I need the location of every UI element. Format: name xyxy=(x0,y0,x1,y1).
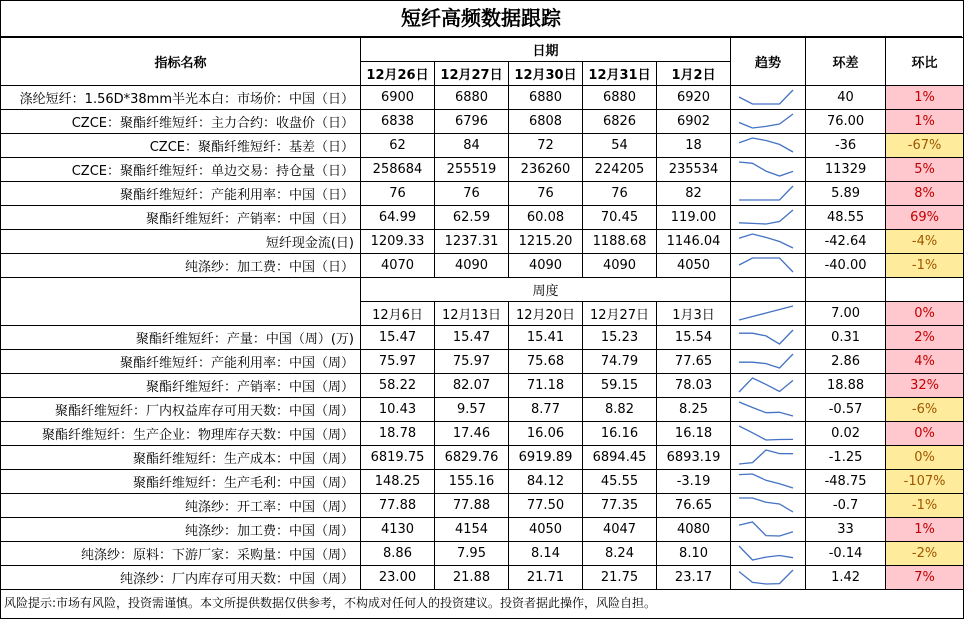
weekly-date-header: 12月13日 xyxy=(435,302,509,326)
value-cell: 16.18 xyxy=(657,422,731,446)
diff-cell: 0.31 xyxy=(806,326,886,350)
indicator-name: 短纤现金流(日) xyxy=(1,230,361,254)
trend-sparkline xyxy=(731,206,806,230)
sparkline-path xyxy=(739,426,793,440)
value-cell: 75.97 xyxy=(361,350,435,374)
value-cell: 58.22 xyxy=(361,374,435,398)
value-cell: 60.08 xyxy=(509,206,583,230)
value-cell: 1215.20 xyxy=(509,230,583,254)
sparkline-path xyxy=(739,570,793,584)
diff-cell: 11329 xyxy=(806,158,886,182)
diff-cell: 5.89 xyxy=(806,182,886,206)
trend-sparkline xyxy=(731,230,806,254)
weekly-date-header: 12月27日 xyxy=(583,302,657,326)
sparkline-path xyxy=(739,138,793,152)
weekly-section-row xyxy=(1,278,964,302)
value-cell: 236260 xyxy=(509,158,583,182)
ratio-cell: -2% xyxy=(886,542,964,566)
blank-cell xyxy=(886,278,964,302)
indicator-name: 聚酯纤维短纤：产量：中国（周）(万) xyxy=(1,326,361,350)
table-row xyxy=(1,134,964,158)
value-cell: 119.00 xyxy=(657,206,731,230)
table-row xyxy=(1,422,964,446)
value-cell: 6900 xyxy=(361,86,435,110)
value-cell: 9.57 xyxy=(435,398,509,422)
value-cell: 1209.33 xyxy=(361,230,435,254)
value-cell: 8.24 xyxy=(583,542,657,566)
value-cell: 76 xyxy=(361,182,435,206)
value-cell: 15.54 xyxy=(657,326,731,350)
value-cell: 1146.04 xyxy=(657,230,731,254)
value-cell: 7.95 xyxy=(435,542,509,566)
ratio-header: 环比 xyxy=(886,38,964,86)
sparkline-path xyxy=(739,258,793,272)
value-cell: 77.50 xyxy=(509,494,583,518)
table-row xyxy=(1,254,964,278)
data-table xyxy=(0,37,964,590)
table-row xyxy=(1,326,964,350)
sparkline-path xyxy=(739,234,793,248)
value-cell: 21.75 xyxy=(583,566,657,590)
trend-sparkline xyxy=(731,134,806,158)
table-row xyxy=(1,86,964,110)
sparkline-path xyxy=(739,450,793,464)
indicator-header: 指标名称 xyxy=(1,38,361,86)
sparkline-path xyxy=(739,210,793,224)
indicator-name: CZCE：聚酯纤维短纤：基差（日） xyxy=(1,134,361,158)
table-row xyxy=(1,446,964,470)
ratio-cell: -1% xyxy=(886,254,964,278)
indicator-name: CZCE：聚酯纤维短纤：单边交易：持仓量（日） xyxy=(1,158,361,182)
sparkline-path xyxy=(739,186,793,200)
value-cell: 76 xyxy=(583,182,657,206)
value-cell: 8.14 xyxy=(509,542,583,566)
trend-sparkline xyxy=(731,422,806,446)
trend-sparkline xyxy=(731,86,806,110)
value-cell: 77.65 xyxy=(657,350,731,374)
ratio-cell: 5% xyxy=(886,158,964,182)
value-cell: 15.47 xyxy=(435,326,509,350)
weekly-section-label: 周度 xyxy=(361,278,731,302)
value-cell: 70.45 xyxy=(583,206,657,230)
sparkline-path xyxy=(739,306,793,320)
ratio-cell: -1% xyxy=(886,494,964,518)
value-cell: 15.41 xyxy=(509,326,583,350)
sparkline-path xyxy=(739,378,793,392)
value-cell: 6880 xyxy=(435,86,509,110)
table-row xyxy=(1,494,964,518)
diff-cell: -0.7 xyxy=(806,494,886,518)
value-cell: 84 xyxy=(435,134,509,158)
indicator-name: 聚酯纤维短纤：生产成本：中国（周） xyxy=(1,446,361,470)
value-cell: 71.18 xyxy=(509,374,583,398)
value-cell: 76 xyxy=(509,182,583,206)
diff-cell: 2.86 xyxy=(806,350,886,374)
value-cell: 6919.89 xyxy=(509,446,583,470)
value-cell: 23.17 xyxy=(657,566,731,590)
diff-cell: 0.02 xyxy=(806,422,886,446)
diff-cell: 76.00 xyxy=(806,110,886,134)
diff-cell: 33 xyxy=(806,518,886,542)
table-row xyxy=(1,182,964,206)
table-row xyxy=(1,398,964,422)
blank-cell xyxy=(731,278,806,302)
value-cell: 235534 xyxy=(657,158,731,182)
indicator-name: 纯涤纱：加工费：中国（周） xyxy=(1,518,361,542)
table-row xyxy=(1,206,964,230)
value-cell: 224205 xyxy=(583,158,657,182)
diff-cell: 40 xyxy=(806,86,886,110)
value-cell: 59.15 xyxy=(583,374,657,398)
value-cell: 23.00 xyxy=(361,566,435,590)
diff-cell: -0.14 xyxy=(806,542,886,566)
value-cell: 72 xyxy=(509,134,583,158)
sparkline-path xyxy=(739,522,793,536)
trend-sparkline xyxy=(731,302,806,326)
diff-cell: 18.88 xyxy=(806,374,886,398)
table-row xyxy=(1,158,964,182)
value-cell: 8.77 xyxy=(509,398,583,422)
sparkline-path xyxy=(739,114,793,128)
value-cell: 6826 xyxy=(583,110,657,134)
value-cell: 82 xyxy=(657,182,731,206)
value-cell: 21.71 xyxy=(509,566,583,590)
ratio-cell: -107% xyxy=(886,470,964,494)
page-title: 短纤高频数据跟踪 xyxy=(0,0,962,37)
indicator-name: CZCE：聚酯纤维短纤：主力合约：收盘价（日） xyxy=(1,110,361,134)
table-row xyxy=(1,374,964,398)
trend-sparkline xyxy=(731,110,806,134)
weekly-section-blank xyxy=(1,278,361,326)
trend-sparkline xyxy=(731,518,806,542)
value-cell: 4070 xyxy=(361,254,435,278)
value-cell: 8.25 xyxy=(657,398,731,422)
value-cell: 6880 xyxy=(509,86,583,110)
trend-sparkline xyxy=(731,470,806,494)
value-cell: 75.97 xyxy=(435,350,509,374)
sparkline-path xyxy=(739,498,793,512)
value-cell: 54 xyxy=(583,134,657,158)
value-cell: 4090 xyxy=(509,254,583,278)
indicator-name: 聚酯纤维短纤：产销率：中国（日） xyxy=(1,206,361,230)
indicator-name: 涤纶短纤：1.56D*38mm半光本白：市场价：中国（日） xyxy=(1,86,361,110)
risk-disclaimer: 风险提示:市场有风险，投资需谨慎。本文所提供数据仅供参考，不构成对任何人的投资建议。投资者据此操作，风险自担。 xyxy=(4,596,657,610)
value-cell: 6894.45 xyxy=(583,446,657,470)
value-cell: 18.78 xyxy=(361,422,435,446)
value-cell: 4154 xyxy=(435,518,509,542)
diff-cell: -0.57 xyxy=(806,398,886,422)
trend-sparkline xyxy=(731,158,806,182)
value-cell: -3.19 xyxy=(657,470,731,494)
ratio-cell: -4% xyxy=(886,230,964,254)
value-cell: 45.55 xyxy=(583,470,657,494)
ratio-cell: 0% xyxy=(886,302,964,326)
ratio-cell: 4% xyxy=(886,350,964,374)
value-cell: 78.03 xyxy=(657,374,731,398)
weekly-date-header: 12月6日 xyxy=(361,302,435,326)
value-cell: 84.12 xyxy=(509,470,583,494)
indicator-name: 聚酯纤维短纤：产能利用率：中国（日） xyxy=(1,182,361,206)
value-cell: 6829.76 xyxy=(435,446,509,470)
indicator-name: 纯涤纱：原料：下游厂家：采购量：中国（周） xyxy=(1,542,361,566)
diff-cell: -42.64 xyxy=(806,230,886,254)
value-cell: 4050 xyxy=(657,254,731,278)
value-cell: 82.07 xyxy=(435,374,509,398)
table-row xyxy=(1,350,964,374)
value-cell: 148.25 xyxy=(361,470,435,494)
daily-date-header: 12月27日 xyxy=(435,62,509,86)
trend-sparkline xyxy=(731,566,806,590)
value-cell: 75.68 xyxy=(509,350,583,374)
value-cell: 4080 xyxy=(657,518,731,542)
value-cell: 77.88 xyxy=(435,494,509,518)
trend-sparkline xyxy=(731,446,806,470)
indicator-name: 聚酯纤维短纤：生产毛利：中国（周） xyxy=(1,470,361,494)
value-cell: 6920 xyxy=(657,86,731,110)
sparkline-path xyxy=(739,162,793,176)
ratio-cell: -67% xyxy=(886,134,964,158)
daily-date-header: 12月26日 xyxy=(361,62,435,86)
value-cell: 76 xyxy=(435,182,509,206)
value-cell: 4090 xyxy=(435,254,509,278)
trend-sparkline xyxy=(731,182,806,206)
trend-sparkline xyxy=(731,542,806,566)
value-cell: 10.43 xyxy=(361,398,435,422)
trend-sparkline xyxy=(731,494,806,518)
value-cell: 255519 xyxy=(435,158,509,182)
value-cell: 76.65 xyxy=(657,494,731,518)
table-row xyxy=(1,230,964,254)
value-cell: 6893.19 xyxy=(657,446,731,470)
diff-header: 环差 xyxy=(806,38,886,86)
ratio-cell: 69% xyxy=(886,206,964,230)
indicator-name: 纯涤纱：加工费：中国（日） xyxy=(1,254,361,278)
table-row xyxy=(1,566,964,590)
sparkline-path xyxy=(739,474,793,488)
value-cell: 74.79 xyxy=(583,350,657,374)
value-cell: 17.46 xyxy=(435,422,509,446)
trend-sparkline xyxy=(731,398,806,422)
ratio-cell: 0% xyxy=(886,422,964,446)
date-header: 日期 xyxy=(361,38,731,62)
indicator-name: 聚酯纤维短纤：厂内权益库存可用天数：中国（周） xyxy=(1,398,361,422)
value-cell: 15.47 xyxy=(361,326,435,350)
weekly-date-header: 12月20日 xyxy=(509,302,583,326)
ratio-cell: 1% xyxy=(886,518,964,542)
value-cell: 6796 xyxy=(435,110,509,134)
sparkline-path xyxy=(739,354,793,368)
indicator-name: 聚酯纤维短纤：生产企业：物理库存天数：中国（周） xyxy=(1,422,361,446)
diff-cell: 1.42 xyxy=(806,566,886,590)
indicator-name: 聚酯纤维短纤：产销率：中国（周） xyxy=(1,374,361,398)
ratio-cell: -6% xyxy=(886,398,964,422)
value-cell: 64.99 xyxy=(361,206,435,230)
diff-cell: -40.00 xyxy=(806,254,886,278)
value-cell: 18 xyxy=(657,134,731,158)
sparkline-path xyxy=(739,546,793,560)
indicator-name: 纯涤纱：开工率：中国（周） xyxy=(1,494,361,518)
value-cell: 77.35 xyxy=(583,494,657,518)
daily-date-header: 12月31日 xyxy=(583,62,657,86)
trend-header: 趋势 xyxy=(731,38,806,86)
table-row xyxy=(1,110,964,134)
ratio-cell: 0% xyxy=(886,446,964,470)
weekly-date-header: 1月3日 xyxy=(657,302,731,326)
trend-sparkline xyxy=(731,350,806,374)
sparkline-path xyxy=(739,402,793,416)
ratio-cell: 1% xyxy=(886,86,964,110)
value-cell: 77.88 xyxy=(361,494,435,518)
value-cell: 16.06 xyxy=(509,422,583,446)
value-cell: 1237.31 xyxy=(435,230,509,254)
daily-date-header: 12月30日 xyxy=(509,62,583,86)
ratio-cell: 8% xyxy=(886,182,964,206)
blank-cell xyxy=(806,278,886,302)
value-cell: 1188.68 xyxy=(583,230,657,254)
diff-cell: -36 xyxy=(806,134,886,158)
value-cell: 258684 xyxy=(361,158,435,182)
value-cell: 6838 xyxy=(361,110,435,134)
value-cell: 6880 xyxy=(583,86,657,110)
trend-sparkline xyxy=(731,254,806,278)
value-cell: 4130 xyxy=(361,518,435,542)
diff-cell: 7.00 xyxy=(806,302,886,326)
value-cell: 4090 xyxy=(583,254,657,278)
trend-sparkline xyxy=(731,374,806,398)
value-cell: 62.59 xyxy=(435,206,509,230)
diff-cell: -1.25 xyxy=(806,446,886,470)
diff-cell: -48.75 xyxy=(806,470,886,494)
ratio-cell: 7% xyxy=(886,566,964,590)
value-cell: 16.16 xyxy=(583,422,657,446)
indicator-name: 纯涤纱：厂内库存可用天数：中国（周） xyxy=(1,566,361,590)
ratio-cell: 32% xyxy=(886,374,964,398)
value-cell: 8.10 xyxy=(657,542,731,566)
value-cell: 15.23 xyxy=(583,326,657,350)
trend-sparkline xyxy=(731,326,806,350)
value-cell: 6902 xyxy=(657,110,731,134)
table-row xyxy=(1,542,964,566)
value-cell: 6819.75 xyxy=(361,446,435,470)
value-cell: 62 xyxy=(361,134,435,158)
value-cell: 4050 xyxy=(509,518,583,542)
value-cell: 6808 xyxy=(509,110,583,134)
sparkline-path xyxy=(739,330,793,344)
ratio-cell: 2% xyxy=(886,326,964,350)
table-row xyxy=(1,470,964,494)
value-cell: 155.16 xyxy=(435,470,509,494)
indicator-name: 聚酯纤维短纤：产能利用率：中国（周） xyxy=(1,350,361,374)
value-cell: 21.88 xyxy=(435,566,509,590)
diff-cell: 48.55 xyxy=(806,206,886,230)
value-cell: 8.82 xyxy=(583,398,657,422)
sparkline-path xyxy=(739,90,793,104)
ratio-cell: 1% xyxy=(886,110,964,134)
table-row xyxy=(1,518,964,542)
value-cell: 8.86 xyxy=(361,542,435,566)
daily-date-header: 1月2日 xyxy=(657,62,731,86)
value-cell: 4047 xyxy=(583,518,657,542)
